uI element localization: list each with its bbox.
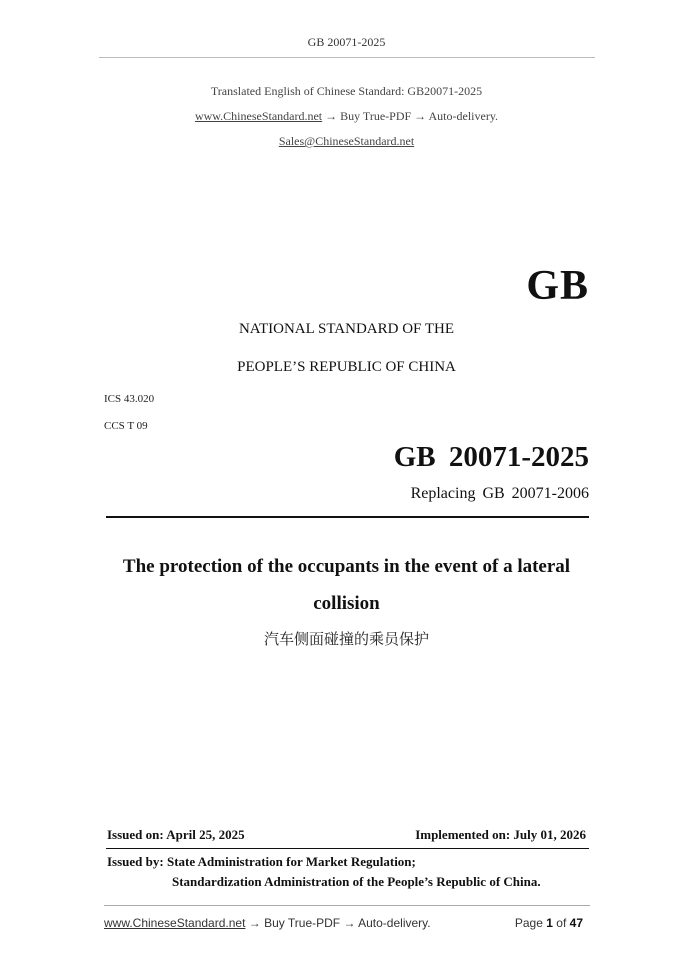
document-title-line1: The protection of the occupants in the event of a lateral <box>122 556 571 577</box>
ccs-code: CCS T 09 <box>104 420 148 432</box>
page-word: Page <box>514 916 543 930</box>
ics-code: ICS 43.020 <box>104 393 155 405</box>
sales-email-link[interactable]: Sales@ChineseStandard.net <box>278 134 415 148</box>
issued-by-line1: Issued by: State Administration for Market Regulation; <box>107 854 416 869</box>
purchase-line <box>0 109 693 124</box>
running-header: GB 20071-2025 <box>307 35 386 49</box>
chinesestandard-link[interactable]: www.ChineseStandard.net <box>194 109 323 123</box>
translation-notice: Translated English of Chinese Standard: GB20071-2025 <box>210 84 483 98</box>
replacing-standard: Replacing GB 20071-2006 <box>410 485 589 502</box>
gb-logo: GB <box>526 263 589 309</box>
header-rule <box>99 57 595 58</box>
document-title-line2: collision <box>313 593 380 614</box>
footer-purchase-line <box>104 916 431 930</box>
footer-purchase-text: → Buy True-PDF → Auto-delivery. <box>248 916 431 930</box>
page-indicator <box>515 916 583 930</box>
issue-divider <box>106 848 589 849</box>
purchase-text: → Buy True-PDF → Auto-delivery. <box>325 109 499 123</box>
implemented-on-date: Implemented on: July 01, 2026 <box>415 827 586 842</box>
page-of-word: of <box>556 916 567 930</box>
national-standard-line1: NATIONAL STANDARD OF THE <box>238 321 455 337</box>
issued-by-line2: Standardization Administration of the People’s Republic of China. <box>172 874 541 889</box>
footer-rule <box>104 905 590 906</box>
title-divider <box>106 516 589 518</box>
page-current: 1 <box>546 916 553 930</box>
issued-on-date: Issued on: April 25, 2025 <box>107 827 245 842</box>
footer-chinesestandard-link[interactable]: www.ChineseStandard.net <box>104 916 246 930</box>
national-standard-line2: PEOPLE’S REPUBLIC OF CHINA <box>237 359 456 375</box>
standard-number: GB 20071-2025 <box>393 441 589 473</box>
email-line <box>0 134 693 149</box>
document-title-chinese: 汽车侧面碰撞的乘员保护 <box>263 630 429 648</box>
page-total: 47 <box>569 916 583 930</box>
